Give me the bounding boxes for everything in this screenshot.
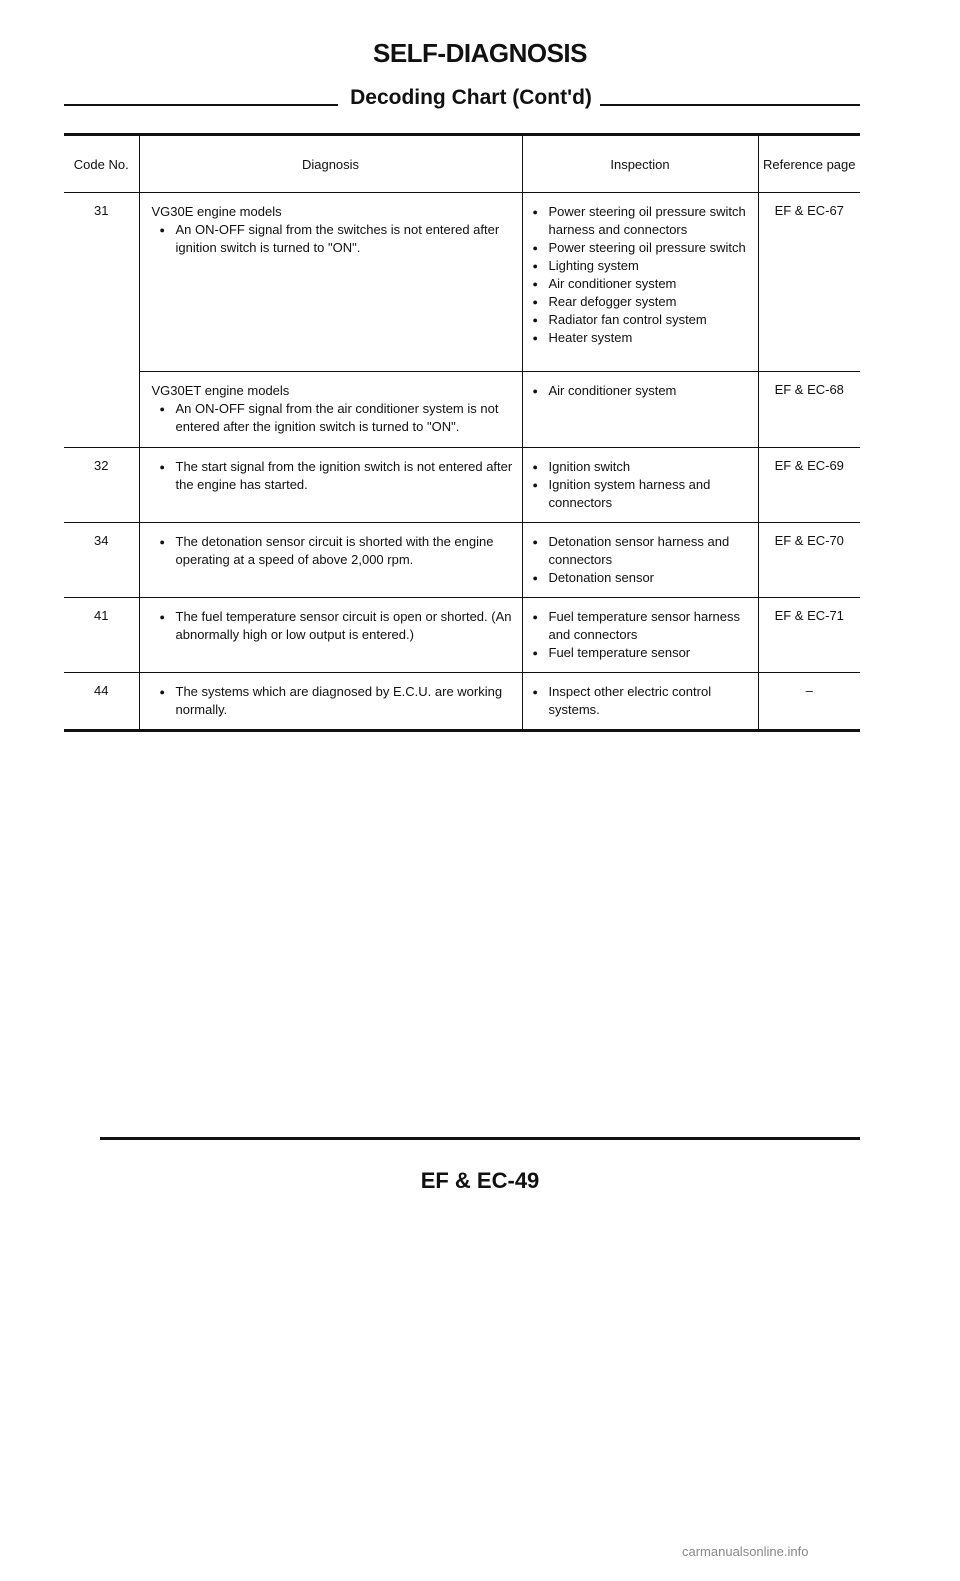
footer-rule [100, 1137, 860, 1140]
table-header-row [64, 135, 860, 193]
reference-cell: EF & EC-69 [758, 448, 860, 523]
watermark: carmanualsonline.info [682, 1544, 809, 1559]
inspection-item: ● Heater system [531, 329, 754, 347]
table-row [64, 523, 860, 598]
inspection-item: ● Detonation sensor harness and connectors [531, 533, 754, 569]
inspection-item: ● Rear defogger system [531, 293, 754, 311]
inspection-item: ● Power steering oil pressure switch harness and connectors [531, 203, 754, 239]
inspection-item: ● Inspect other electric control systems. [531, 683, 754, 719]
diagnosis-item: ● An ON-OFF signal from the switches is not entered after ignition switch is turned to "ON". [158, 221, 516, 257]
diagnosis-item: ● The systems which are diagnosed by E.C.U. are working normally. [158, 683, 516, 719]
table-row [64, 598, 860, 673]
diagnosis-cell [139, 673, 522, 731]
inspection-item: ● Detonation sensor [531, 569, 754, 587]
section-subtitle [64, 84, 860, 112]
inspection-item: ● Radiator fan control system [531, 311, 754, 329]
page-title: SELF-DIAGNOSIS [372, 38, 587, 68]
diagnosis-cell [139, 523, 522, 598]
inspection-item: ● Ignition system harness and connectors [531, 476, 754, 512]
inspection-cell [522, 598, 758, 673]
subtitle-rule-left [64, 104, 338, 106]
code-cell: 44 [64, 673, 139, 731]
code-cell: 41 [64, 598, 139, 673]
inspection-item: ● Lighting system [531, 257, 754, 275]
table-row [64, 193, 860, 372]
diagnosis-cell [139, 448, 522, 523]
diagnosis-item: ● An ON-OFF signal from the air conditioner system is not entered after the ignition switch is turned to "ON". [158, 400, 516, 436]
code-cell: 34 [64, 523, 139, 598]
diagnosis-cell [139, 372, 522, 448]
diagnosis-heading: VG30ET engine models [151, 383, 290, 398]
inspection-item: ● Air conditioner system [531, 275, 754, 293]
inspection-cell [522, 372, 758, 448]
inspection-item: ● Power steering oil pressure switch [531, 239, 754, 257]
reference-cell: EF & EC-70 [758, 523, 860, 598]
diagnosis-item: ● The detonation sensor circuit is shorted with the engine operating at a speed of above 2,000 rpm. [158, 533, 516, 569]
inspection-item: ● Air conditioner system [531, 382, 754, 400]
inspection-item: ● Fuel temperature sensor harness and connectors [531, 608, 754, 644]
page-number: EF & EC-49 [420, 1168, 540, 1193]
inspection-item: ● Ignition switch [531, 458, 754, 476]
reference-cell: – [758, 673, 860, 731]
inspection-item: ● Fuel temperature sensor [531, 644, 754, 662]
header-inspection: Inspection [522, 135, 758, 193]
diagnosis-heading: VG30E engine models [151, 204, 282, 219]
table-row [64, 673, 860, 731]
diagnosis-item: ● The fuel temperature sensor circuit is open or shorted. (An abnormally high or low output is entered.) [158, 608, 516, 644]
table-row [64, 372, 860, 448]
decoding-chart-table [64, 133, 860, 732]
header-code: Code No. [64, 135, 139, 193]
inspection-cell [522, 193, 758, 372]
subtitle-rule-right [600, 104, 860, 106]
inspection-cell [522, 673, 758, 731]
code-cell: 32 [64, 448, 139, 523]
diagnosis-item: ● The start signal from the ignition switch is not entered after the engine has started. [158, 458, 516, 494]
subtitle-text: Decoding Chart (Cont'd) [350, 86, 592, 109]
header-reference: Reference page [758, 135, 860, 193]
reference-cell: EF & EC-67 [758, 193, 860, 372]
reference-cell: EF & EC-71 [758, 598, 860, 673]
reference-cell: EF & EC-68 [758, 372, 860, 448]
header-diagnosis: Diagnosis [139, 135, 522, 193]
diagnosis-cell [139, 193, 522, 372]
code-cell: 31 [94, 203, 109, 218]
inspection-cell [522, 448, 758, 523]
diagnosis-cell [139, 598, 522, 673]
table-row [64, 448, 860, 523]
inspection-cell [522, 523, 758, 598]
